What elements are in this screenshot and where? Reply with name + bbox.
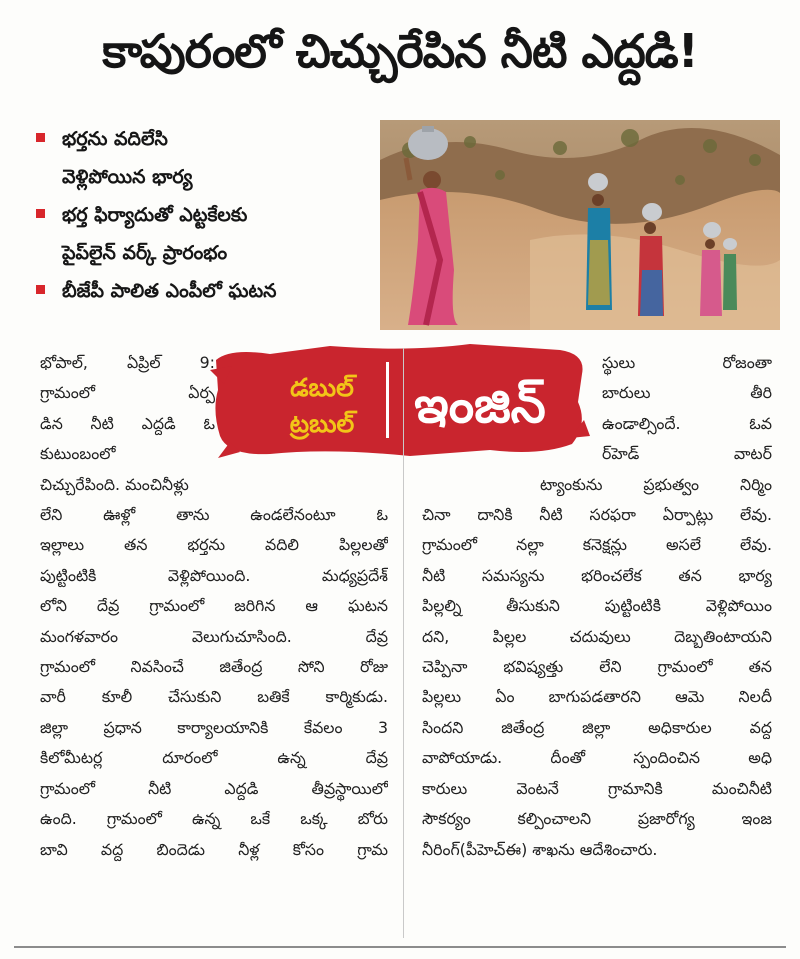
article-line: సౌకర్యం కల్పించాలని ప్రజారోగ్య ఇంజ [422, 809, 772, 829]
banner-small-top: డబుల్ [290, 373, 354, 402]
article-line: చిచ్చురేపింది. మంచినీళ్లు [40, 474, 189, 494]
article-line: వారీ కూలీ చేసుకుని బతికే కార్మికుడు. [40, 687, 388, 707]
article-line: బారులు తీరి [602, 383, 772, 403]
article-line: పిల్లల్ని తీసుకుని పుట్టింటికి వెళ్లిపోయిం [422, 596, 772, 616]
bullet-marker [36, 209, 45, 218]
article-line: నీరింగ్(పీహెచ్ఈ) శాఖను ఆదేశించారు. [422, 839, 658, 859]
article-column-left [40, 348, 388, 865]
bullet-line: భర్త ఫిర్యాదుతో ఎట్టకేలకు [62, 204, 248, 226]
bottom-divider [14, 946, 786, 948]
bullet-item [32, 272, 382, 310]
article-line: పిల్లలు ఏం బాగుపడతారని ఆమె నిలదీ [422, 687, 772, 707]
article-line: చినా దానికి నీటి సరఫరా ఏర్పాట్లు లేవు. [422, 505, 772, 525]
article-line: ఉంది. గ్రామంలో ఉన్న ఒకే ఒక్క బోరు [40, 809, 388, 829]
bullet-marker [36, 285, 45, 294]
article-line: ఇల్లాలు తన భర్తను వదిలి పిల్లలతో [40, 535, 388, 555]
article-column-right [422, 348, 772, 865]
bullet-line: బీజేపీ పాలిత ఎంపీలో ఘటన [62, 280, 277, 302]
article-line: ట్యాంకును ప్రభుత్వం నిర్మిం [540, 474, 772, 494]
article-line: డిన నీటి ఎద్దడి ఓ [40, 413, 215, 433]
article-line: పుట్టింటికి వెళ్లిపోయింది. మధ్యప్రదేశ్ [40, 565, 388, 585]
news-photo [380, 120, 780, 330]
article-line: సిందని జితేంద్ర జిల్లా అధికారుల వద్ద [422, 717, 772, 737]
article-line: నీటి సమస్యను భరించలేక తన భార్య [422, 565, 772, 585]
article-line: కుటుంబంలో [40, 444, 116, 464]
article-line: గ్రామంలో ఏర్ప [40, 383, 215, 403]
article-line: లేని ఊళ్లో తాను ఉండలేనంటూ ఓ [40, 505, 388, 525]
bullet-line: పైప్‌లైన్ వర్క్ ప్రారంభం [62, 242, 228, 264]
bullet-item [32, 196, 382, 272]
article-line: స్థులు రోజంతా [602, 353, 772, 372]
banner-small-bottom: ట్రబుల్ [289, 409, 355, 438]
article-line: వాపోయాడు. దీంతో స్పందించిన అధి [422, 748, 772, 768]
article-line: చెప్పినా భవిష్యత్తు లేని గ్రామంలో తన [422, 657, 772, 677]
article-line: భోపాల్, ఏప్రిల్ 9: [40, 353, 215, 372]
article-line: గ్రామంలో నీటి ఎద్దడి తీవ్రస్థాయిలో [40, 778, 388, 798]
women-carrying-water-photo [380, 120, 780, 330]
bullet-item [32, 120, 382, 196]
bullet-list [32, 120, 382, 310]
article-line: ఉండాల్సిందే. ఓవ [602, 413, 772, 433]
article-line: గ్రామంలో నివసించే జితేంద్ర సోని రోజు [40, 657, 388, 677]
article-line: జిల్లా ప్రధాన కార్యాలయానికి కేవలం 3 [40, 717, 388, 737]
article-line: దని, పిల్లల చదువులు దెబ్బతింటాయని [422, 626, 772, 646]
article-line: ర్‌హెడ్ వాటర్ [602, 444, 772, 464]
article-line: బావి వద్ద బిందెడు నీళ్ల కోసం గ్రామ [40, 839, 388, 859]
article-headline: కాపురంలో చిచ్చురేపిన నీటి ఎద్దడి! [102, 24, 698, 78]
bullet-marker [36, 133, 45, 142]
article-line: మంగళవారం వెలుగుచూసింది. దేవ్ర [40, 626, 388, 646]
bullet-line: భర్తను వదిలేసి [62, 128, 168, 150]
banner-big-text: ఇంజిన్ [414, 376, 546, 434]
news-article [14, 8, 786, 950]
column-divider [403, 348, 404, 938]
article-line: లోని దేవ్ర గ్రామంలో జరిగిన ఆ ఘటన [40, 596, 388, 616]
article-line: కారులు వెంటనే గ్రామానికి మంచినీటి [422, 778, 772, 798]
article-line: గ్రామంలో నల్లా కనెక్షన్లు అసలే లేవు. [422, 535, 772, 555]
bullet-line: వెళ్లిపోయిన భార్య [62, 166, 193, 188]
article-line: కిలోమీటర్ల దూరంలో ఉన్న దేవ్ర [40, 748, 388, 768]
